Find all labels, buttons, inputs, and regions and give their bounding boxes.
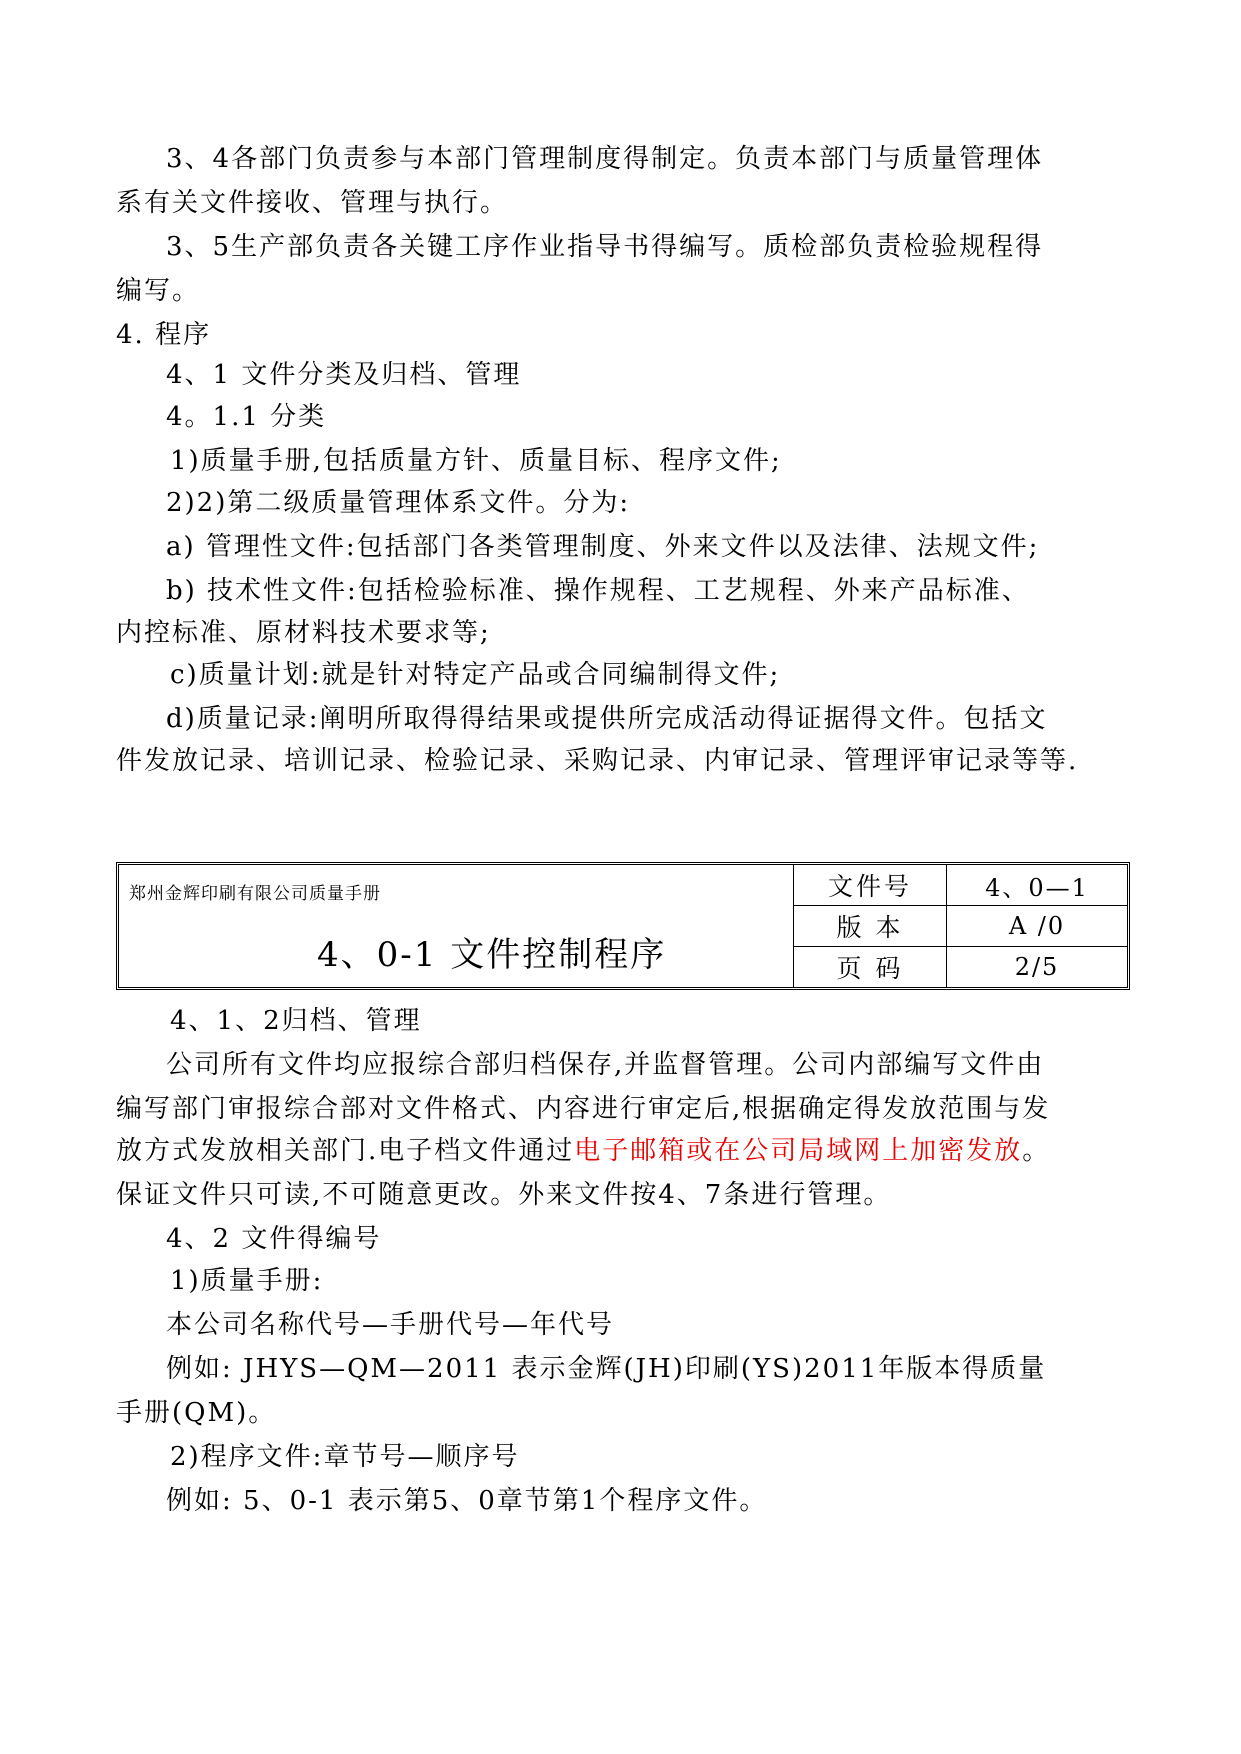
list-item: c)质量计划:就是针对特定产品或合同编制得文件;	[170, 660, 781, 690]
text-line: 手册(QM)。	[116, 1398, 277, 1428]
text-line: 3、4各部门负责参与本部门管理制度得制定。负责本部门与质量管理体	[166, 144, 1044, 174]
text-line: 件发放记录、培训记录、检验记录、采购记录、内审记录、管理评审记录等等.	[116, 746, 1079, 776]
text-line	[116, 1134, 1050, 1168]
header-key: 版 本	[794, 906, 947, 946]
list-item: a) 管理性文件:包括部门各类管理制度、外来文件以及法律、法规文件;	[166, 532, 1040, 562]
company-name: 郑州金辉印刷有限公司质量手册	[129, 884, 381, 904]
text-line: 保证文件只可读,不可随意更改。外来文件按4、7条进行管理。	[116, 1180, 892, 1210]
header-key: 页 码	[794, 947, 947, 987]
text-line: 本公司名称代号—手册代号—年代号	[166, 1310, 615, 1340]
subsection-heading: 4、1、2归档、管理	[170, 1006, 422, 1036]
subsection-heading: 4、1 文件分类及归档、管理	[166, 360, 522, 390]
document-title: 4、0-1 文件控制程序	[317, 935, 667, 975]
header-value: 2/5	[1014, 953, 1060, 981]
text-line: 公司所有文件均应报综合部归档保存,并监督管理。公司内部编写文件由	[166, 1050, 1045, 1080]
text-line: 例如: JHYS—QM—2011 表示金辉(JH)印刷(YS)2011年版本得质量	[166, 1354, 1047, 1384]
text-segment: 。	[1022, 1136, 1051, 1166]
list-item: 1)质量手册,包括质量方针、质量目标、程序文件;	[170, 446, 782, 476]
section-heading: 4. 程序	[116, 320, 212, 350]
text-line: 编写部门审报综合部对文件格式、内容进行审定后,根据确定得发放范围与发	[116, 1094, 1051, 1124]
text-line: 内控标准、原材料技术要求等;	[116, 618, 491, 648]
subsection-heading: 4、2 文件得编号	[166, 1224, 382, 1254]
header-row-version	[794, 906, 1127, 947]
subsection-heading: 4。1.1 分类	[166, 402, 327, 432]
document-header	[116, 862, 1130, 990]
list-item: 2)程序文件:章节号—顺序号	[170, 1442, 520, 1472]
header-title-cell	[119, 865, 794, 987]
list-item: 2)2)第二级质量管理体系文件。分为:	[166, 488, 631, 518]
header-value: 4、0—1	[985, 873, 1089, 902]
header-key: 文件号	[794, 865, 947, 905]
text-line: 编写。	[116, 276, 201, 306]
list-item: 1)质量手册:	[170, 1266, 324, 1296]
header-row-file-number	[794, 865, 1127, 906]
text-line: 3、5生产部负责各关键工序作业指导书得编写。质检部负责检验规程得	[166, 232, 1044, 262]
list-item: d)质量记录:阐明所取得得结果或提供所完成活动得证据得文件。包括文	[166, 704, 1048, 734]
header-value: A /0	[1008, 912, 1066, 940]
header-row-page	[794, 947, 1127, 987]
header-info-table	[794, 865, 1127, 987]
text-line: 例如: 5、0-1 表示第5、0章节第1个程序文件。	[166, 1486, 768, 1516]
text-line: 系有关文件接收、管理与执行。	[116, 188, 509, 218]
text-segment: 放方式发放相关部门.电子档文件通过	[116, 1136, 575, 1166]
highlighted-text: 电子邮箱或在公司局域网上加密发放	[574, 1136, 1023, 1166]
list-item: b) 技术性文件:包括检验标准、操作规程、工艺规程、外来产品标准、	[166, 576, 1030, 606]
